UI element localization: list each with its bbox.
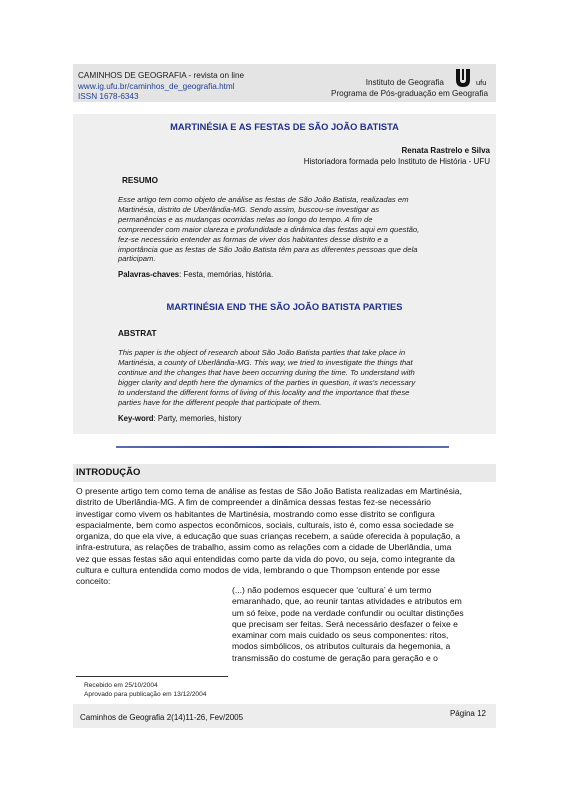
approved-date: Aprovado para publicação em 13/12/2004 [84,691,207,699]
abstract-heading: ABSTRAT [118,329,157,338]
resumo-line: importância que as festas de São João Batista têm para as diferentes pessoas que dela [118,244,418,254]
body-line: infra-estrutura, as relações de trabalho, assim como as relações com a cidade de Uberlândia, uma [76,542,452,553]
quote-line: um só feixe, pode na verdade confundir ou ocultar distinções [232,607,464,618]
body-line: espacialmente, bem como aspectos econômicos, sociais, culturais, isto é, como essa sociedade se [76,519,454,530]
quote-line: emaranhado, que, ao reunir tantas atividades e atributos em [232,596,462,607]
footer-citation: Caminhos de Geografia 2(14)11-26, Fev/2005 [80,713,244,722]
footnote-rule [76,676,228,677]
author-block [304,146,490,167]
body-line: cultura e cultura entendida como modos de vida, lembrando o que Thompson entende por esse [76,565,440,576]
article-title-pt: MARTINÉSIA E AS FESTAS DE SÃO JOÃO BATISTA [170,122,399,132]
block-quote [232,585,494,664]
quote-line: transmissão do costume de geração para geração e o [232,652,438,663]
author-name: Renata Rastrelo e Silva [401,146,490,155]
institute-name: Instituto de Geografia [365,78,444,87]
body-line: distrito de Uberlândia-MG. A fim de compreender a dinâmica dessas festas fez-se necessário [76,497,431,508]
intro-heading: INTRODUÇÃO [76,467,141,478]
intro-body [76,486,494,588]
quote-line: (...) não podemos esquecer que ‘cultura’ é um termo [232,585,432,595]
quote-line: que precisam ser feitas. Será necessário desfazer o feixe e [232,618,458,629]
resumo-line: compreender com maior clareza e profundidade a dinâmica das festas aqui em questão, [118,224,420,234]
resumo-line: Esse artigo tem como objeto de análise as festas de São João Batista, realizadas em [118,195,409,204]
resumo-line: permanências e as mudanças ocorridas nelas ao longo do tempo. A fim de [118,214,373,224]
page-number: Página 12 [449,709,486,718]
keywords-label: Palavras-chaves [118,270,180,279]
logo-text: ufu [476,78,487,87]
body-line: organiza, do que ela vive, a educação que suas crianças recebem, a saúde oferecida à população, a [76,531,461,542]
section-divider [116,446,449,448]
author-affiliation: Historiadora formada pelo Instituto de História - UFU [303,156,490,166]
resumo-line: fez-se necessário entender as formas de viver dos habitantes desse distrito e a [118,234,389,244]
keywords-pt [118,270,273,279]
journal-name: CAMINHOS DE GEOGRAFIA - revista on line [78,71,245,80]
body-line: O presente artigo tem como tema de análise as festas de São João Batista realizadas em Martinésia, [76,486,462,496]
footnotes [84,681,206,700]
abstract-line: continue and the changes that have been occurring during the time. To understand with [118,367,415,377]
abstract-line: bigger clarity and depth here the dynamics of the parties in question, it was's necessary [118,377,416,387]
keywords-en [118,414,241,423]
resumo-text [118,195,444,264]
keyword-label: Key-word [118,414,154,423]
body-line: investigar como vivem os habitantes de Martinésia, mostrando como esse distrito se configura [76,508,435,519]
ufu-logo-icon [453,67,473,89]
quote-line: examinar com mais cuidado os seus componentes: ritos, [232,630,449,641]
journal-info [78,71,244,103]
quote-line: modos simbólicos, os atributos culturais da hegemonia, a [232,641,451,652]
issn: ISSN 1678-6343 [78,92,139,101]
program-name: Programa de Pós-graduação em Geografia [330,88,488,98]
abstract-text [118,348,444,407]
abstract-line: to understand the different forms of living of this locality and the importance that these [118,387,410,397]
abstract-line: This paper is the object of research about São João Batista parties that take place in [118,348,406,357]
resumo-heading: RESUMO [122,176,158,185]
resumo-line: Martinésia, distrito de Uberlândia-MG. Sendo assim, buscou-se investigar as [118,204,380,214]
abstract-line: Martinésia, a county of Uberlândia-MG. This way, we tried to investigate the things that [118,357,413,367]
article-title-en: MARTINÉSIA END THE SÃO JOÃO BATISTA PARTIES [166,302,403,312]
body-line: conceito: [76,576,111,587]
keyword-value: : Party, memories, history [153,414,242,423]
abstract-line: parties have for the different people that participate of them. [118,397,322,407]
keywords-value: : Festa, memórias, história. [179,270,274,279]
resumo-line: participam. [118,254,156,264]
body-line: vez que essas festas são aqui entendidas como parte da vida do povo, ou seja, como integrante da [76,553,455,564]
received-date: Recebido em 25/10/2004 [84,682,158,689]
journal-url-link[interactable]: www.ig.ufu.br/caminhos_de_geografia.html [78,81,235,91]
